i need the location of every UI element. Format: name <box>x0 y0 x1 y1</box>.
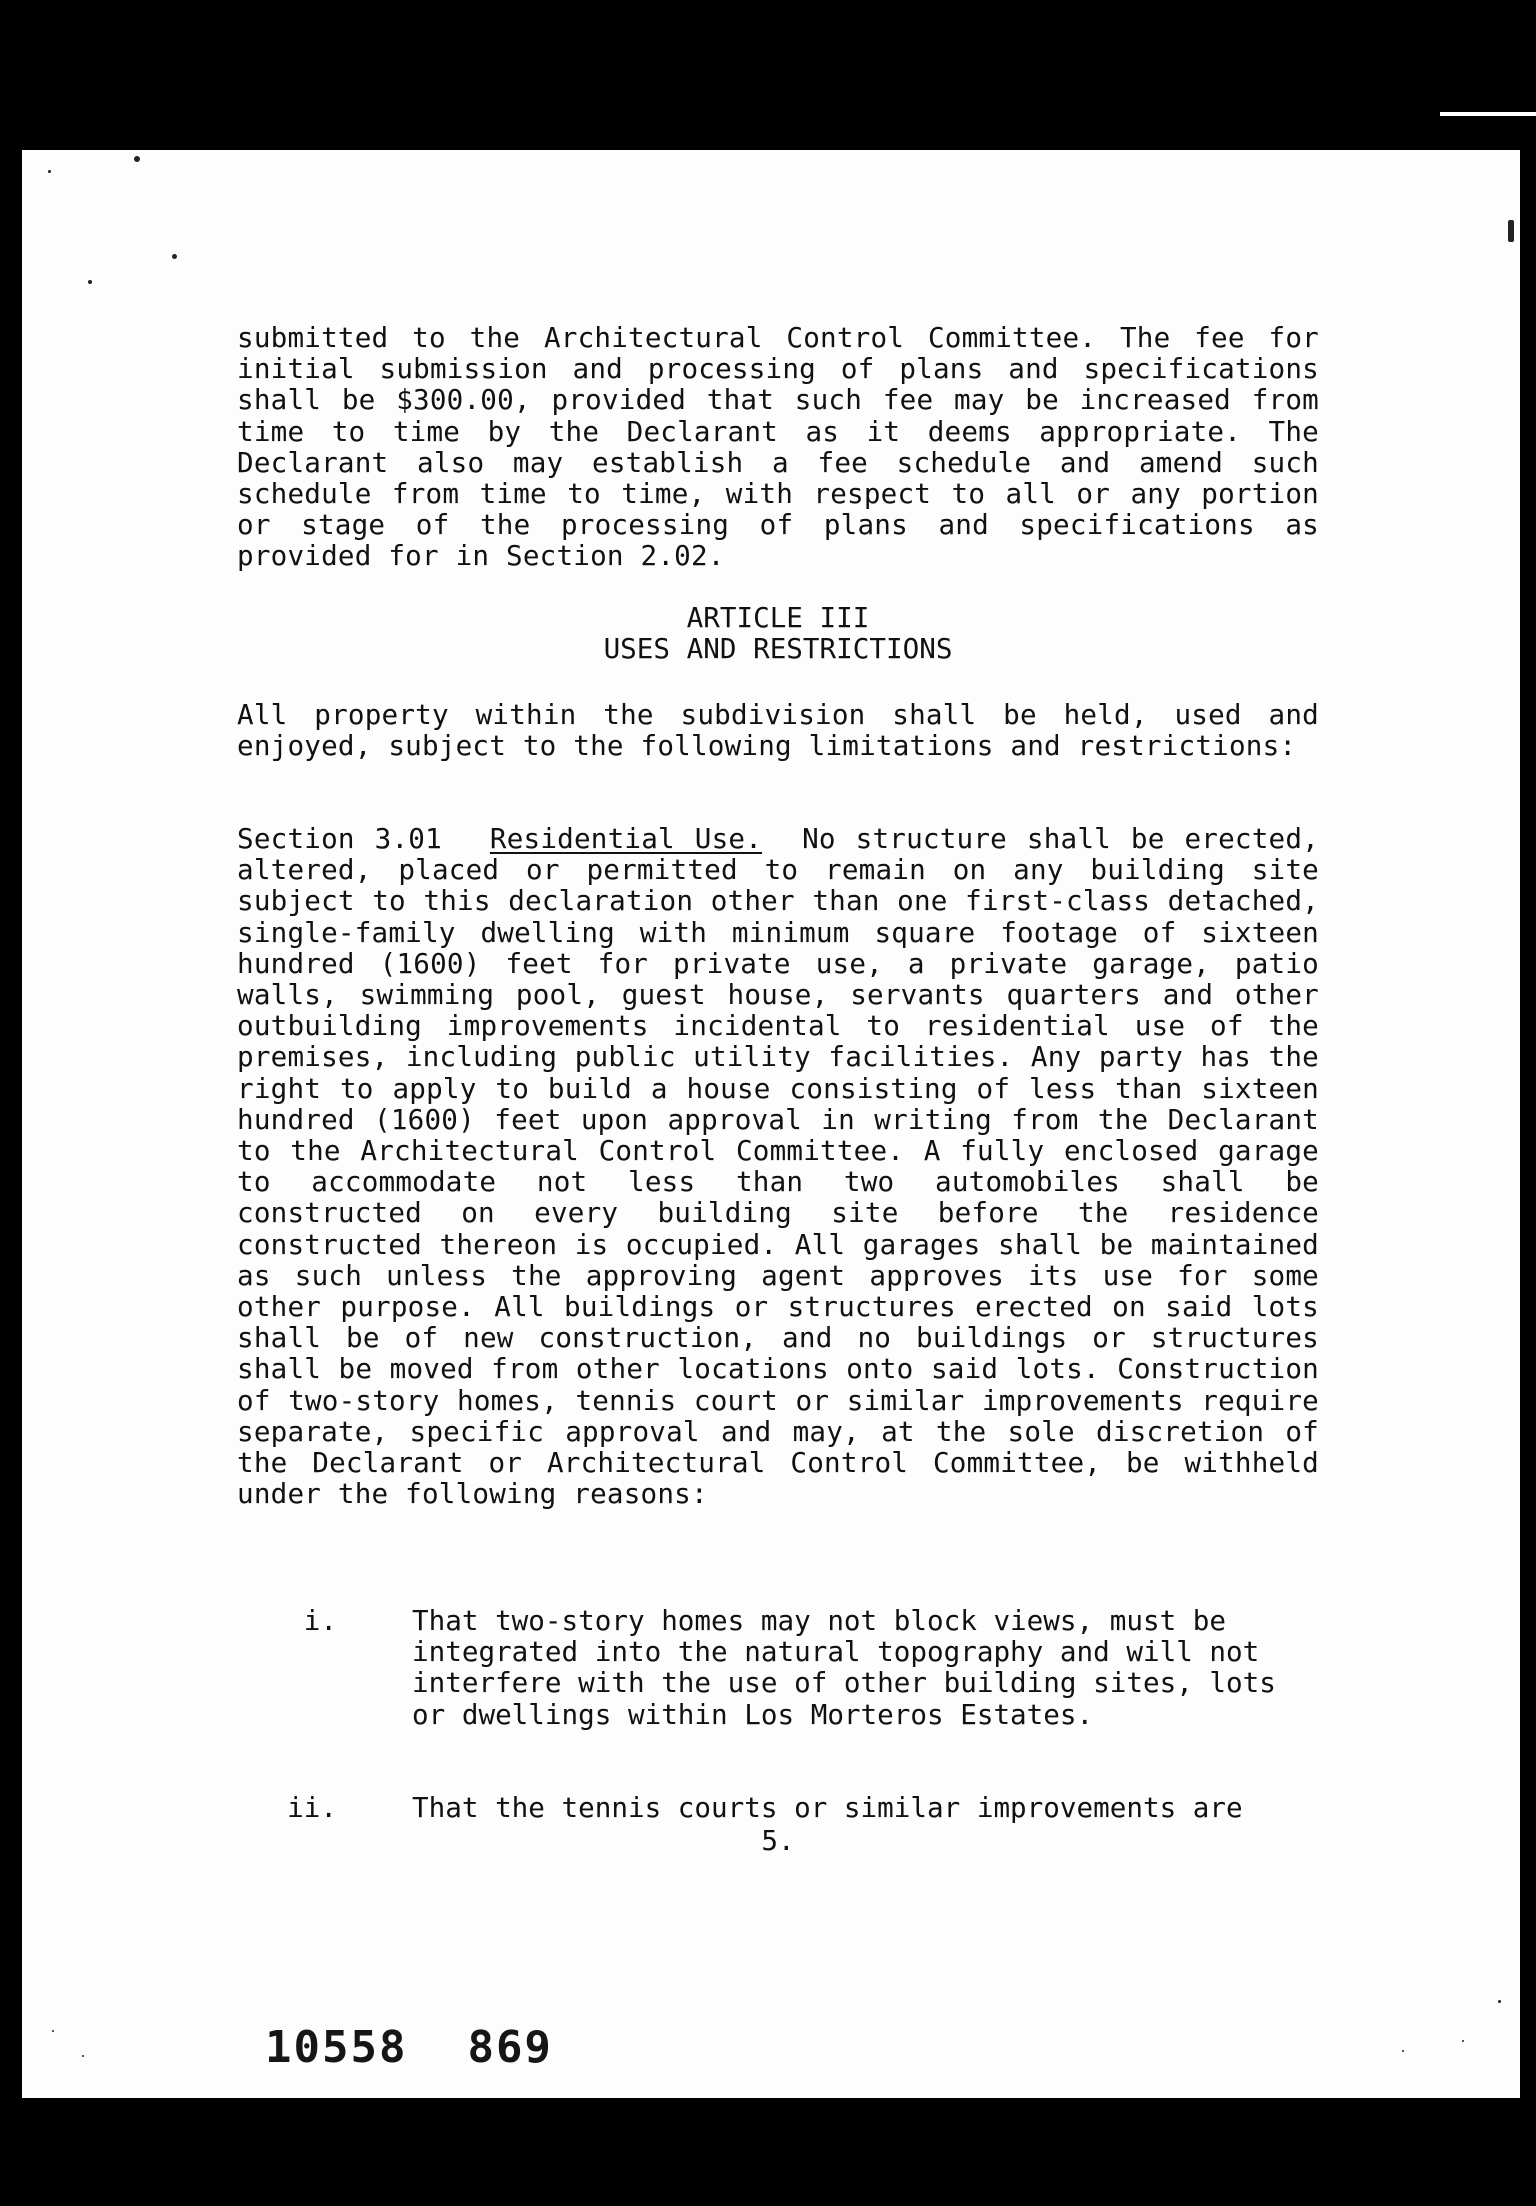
scan-speck <box>172 254 177 259</box>
scan-speck <box>1508 220 1514 242</box>
scan-speck <box>134 156 140 162</box>
document-page <box>22 150 1520 2098</box>
list-item-text: That the tennis courts or similar improvements are <box>412 1791 1243 1824</box>
scan-speck <box>1402 2050 1404 2052</box>
list-item-text: That two-story homes may not block views, must be integrated into the natural topography and will not interfere with the use of other building sites, lots or dwellings within Los Morteros Estates. <box>412 1604 1276 1731</box>
all-property-paragraph: All property within the subdivision shall be held, used and enjoyed, subject to the following limitations and restrictions: <box>237 698 1319 763</box>
stamp-page-number: 869 <box>467 2022 553 2073</box>
intro-paragraph: submitted to the Architectural Control Committee. The fee for initial submission and processing of plans and specifications shall be $300.00, provided that such fee may be increased from time to time by the Declarant as it deems appropriate. The Declarant also may establish a fee schedule and amend such schedule from time to time, with respect to all or any portion or stage of the processing of plans and specifications as provided for in Section 2.02. <box>237 321 1319 573</box>
scan-speck <box>48 170 51 173</box>
docket-number: 10558 <box>265 2022 408 2073</box>
article-title: USES AND RESTRICTIONS <box>603 632 953 665</box>
article-number: ARTICLE III <box>686 601 870 634</box>
list-marker: i. <box>303 1604 337 1637</box>
section-text: No structure shall be erected, altered, placed or permitted to remain on any building site subject to this declaration other than one first-class detached, single-family dwelling with minimum square footage of sixteen hundred (1600) feet for private use, a private garage, patio walls, swimming pool, guest house, servants quarters and other outbuilding improvements incidental to residential use of the premises, including public utility facilities. Any party has the right to apply to build a house consisting of less than sixteen hundred (1600) feet upon approval in writing from the Declarant to the Architectural Control Committee. A fully enclosed garage to accommodate not less than two automobiles shall be constructed on every building site before the residence constructed thereon is occupied. All garages shall be maintained as such unless the approving agent approves its use for some other purpose. All buildings or structures erected on said lots shall be of new construction, and no buildings or structures shall be moved from other locations onto said lots. Construction of two-story homes, tennis court or similar improvements require separate, specific approval and may, at the sole discretion of the Declarant or Architectural Control Committee, be withheld under the following reasons: <box>237 822 1319 1511</box>
list-marker: ii. <box>287 1791 337 1824</box>
scan-speck <box>82 2055 84 2057</box>
scan-speck <box>52 2030 54 2032</box>
recording-stamp <box>265 2022 553 2073</box>
section-number: Section 3.01 <box>237 822 442 855</box>
section-3-01-paragraph <box>237 823 1319 1509</box>
scan-speck <box>1498 2000 1501 2003</box>
page-number: 5. <box>761 1824 795 1857</box>
scan-speck <box>88 280 92 284</box>
scan-speck <box>1462 2040 1464 2042</box>
scan-edge-strip <box>1440 112 1536 116</box>
section-title: Residential Use. <box>489 822 763 855</box>
